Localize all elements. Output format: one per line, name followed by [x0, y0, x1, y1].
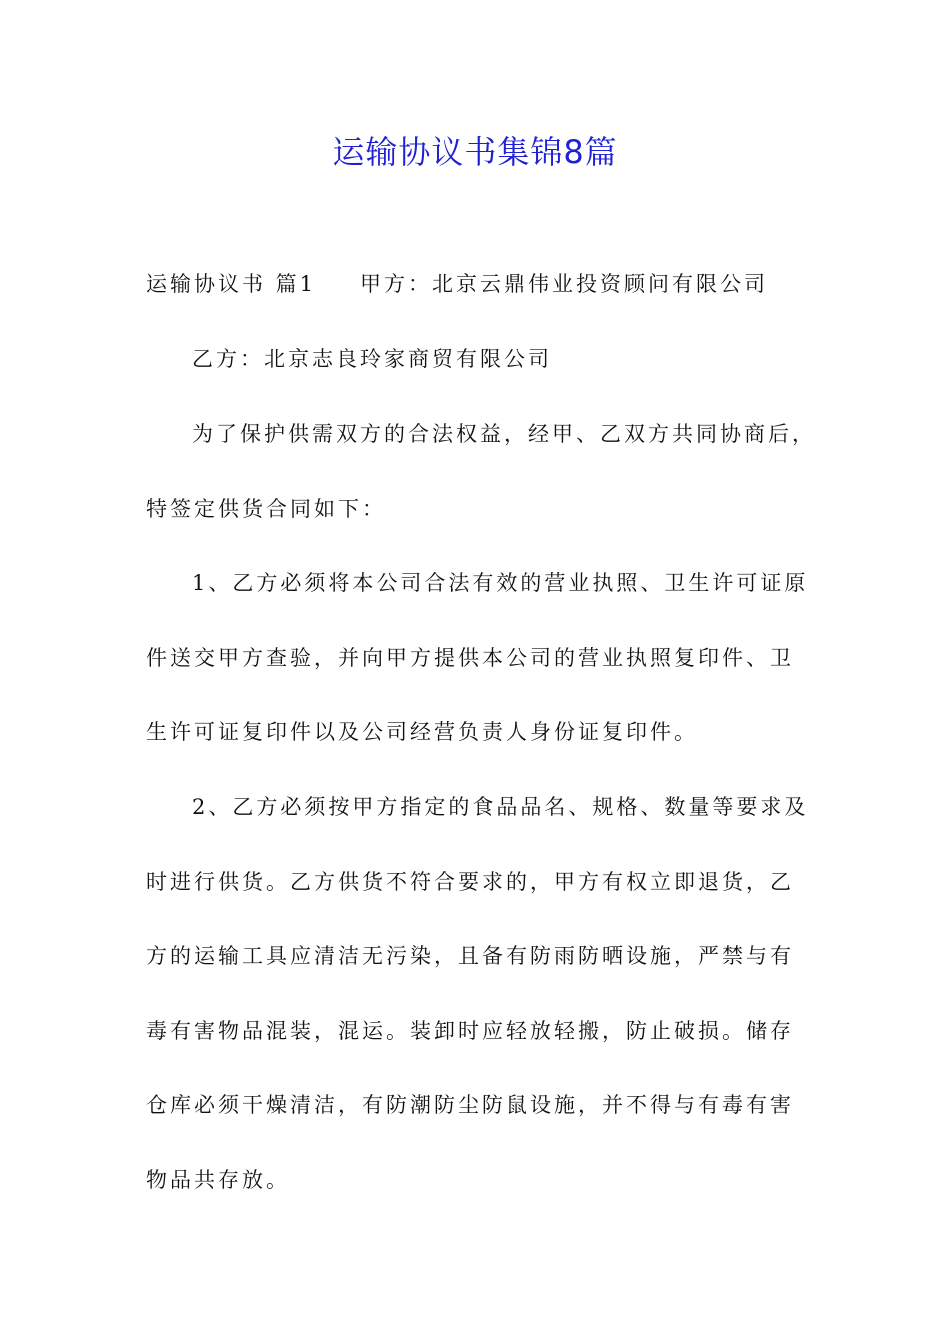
- paragraph-line: 仓库必须干燥清洁，有防潮防尘防鼠设施，并不得与有毒有害: [146, 1093, 794, 1117]
- paragraph-line: 物品共存放。: [146, 1168, 290, 1192]
- party-b: 乙方：北京志良玲家商贸有限公司: [192, 347, 552, 371]
- paragraph-line: 生许可证复印件以及公司经营负责人身份证复印件。: [146, 720, 698, 744]
- paragraph-line: 2、乙方必须按甲方指定的食品品名、规格、数量等要求及: [192, 795, 809, 819]
- document-title: 运输协议书集锦8篇: [332, 133, 618, 171]
- header-line: [146, 268, 768, 300]
- paragraph-line: 1、乙方必须将本公司合法有效的营业执照、卫生许可证原: [192, 571, 809, 595]
- paragraph-line: 方的运输工具应清洁无污染，且备有防雨防晒设施，严禁与有: [146, 944, 794, 968]
- paragraph-line: 时进行供货。乙方供货不符合要求的，甲方有权立即退货，乙: [146, 870, 794, 894]
- paragraph-line: 为了保护供需双方的合法权益，经甲、乙双方共同协商后，: [192, 422, 816, 446]
- agreement-heading: 运输协议书 篇1: [146, 272, 317, 296]
- party-a: 甲方：北京云鼎伟业投资顾问有限公司: [360, 272, 769, 296]
- paragraph-line: 毒有害物品混装，混运。装卸时应轻放轻搬，防止破损。储存: [146, 1019, 794, 1043]
- paragraph-line: 件送交甲方查验，并向甲方提供本公司的营业执照复印件、卫: [146, 646, 794, 670]
- paragraph-line: 特签定供货合同如下：: [146, 497, 386, 521]
